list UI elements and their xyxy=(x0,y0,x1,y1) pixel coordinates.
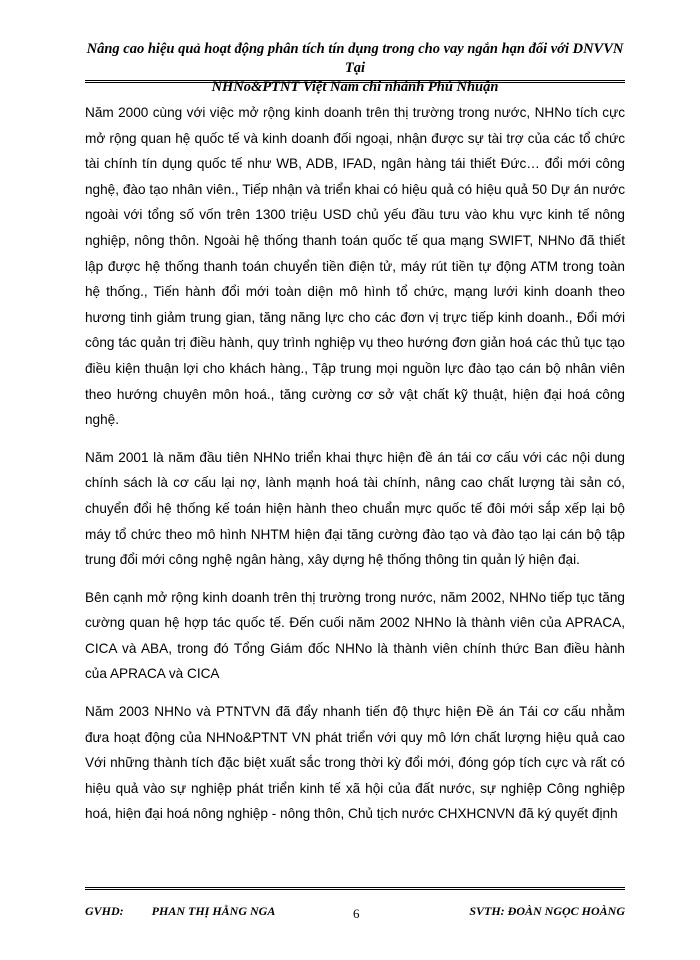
advisor xyxy=(85,904,275,919)
advisor-name: PHAN THỊ HẰNG NGA xyxy=(151,904,276,918)
advisor-label: GVHD: xyxy=(85,904,124,918)
page-header xyxy=(85,40,625,97)
page-footer xyxy=(85,904,625,922)
footer-rule xyxy=(85,887,625,890)
header-rule xyxy=(85,80,625,83)
paragraph-3: Bên cạnh mở rộng kinh doanh trên thị trường trong nước, năm 2002, NHNo tiếp tục tăng cường quan hệ hợp tác quốc tế. Đến cuối năm 2002 NHNo là thành viên của APRACA, CICA và ABA, trong đó Tổng Giám đốc NHNo là thành viên chính thức Ban điều hành của APRACA và CICA xyxy=(85,589,625,682)
body-text xyxy=(85,100,625,839)
paragraph-4: Năm 2003 NHNo và PTNTVN đã đẩy nhanh tiến độ thực hiện Đề án Tái cơ cấu nhằm đưa hoạt động của NHNo&PTNT VN phát triển với quy mô lớn chất lượng hiệu quả cao Với những thành tích đặc biệt xuất sắc trong thời kỳ đổi mới, đóng góp tích cực và rất có hiệu quả vào sự nghiệp phát triển kinh tế xã hội của đất nước, sự nghiệp Công nghiệp hoá, hiện đại hoá nông nghiệp - nông thôn, Chủ tịch nước CHXHCNVN đã ký quyết định xyxy=(85,704,625,822)
page-number: 6 xyxy=(353,906,360,921)
student: SVTH: ĐOÀN NGỌC HOÀNG xyxy=(469,904,625,918)
paragraph-2: Năm 2001 là năm đầu tiên NHNo triển khai thực hiện đề án tái cơ cấu với các nội dung chính sách là cơ cấu lại nợ, lành mạnh hoá tài chính, nâng cao chất lượng tài sản có, chuyển đổi hệ thống kế toán hiện hành theo chuẩn mực quốc tế đôi mới sắp xếp lại bộ máy tổ chức theo mô hình NHTM hiện đại tăng cường đào tạo và đào tạo lại cán bộ tập trung đổi mới công nghệ ngân hàng, xây dựng hệ thống thông tin quản lý hiện đại. xyxy=(85,449,625,568)
header-line-2: NHNo&PTNT Việt Nam chi nhánh Phú Nhuận xyxy=(211,79,499,95)
paragraph-1: Năm 2000 cùng với việc mở rộng kinh doanh trên thị trường trong nước, NHNo tích cực mở rộng quan hệ quốc tế và kinh doanh đối ngoại, nhận được sự tài trợ của các tổ chức tài chính tín dụng quốc tế như WB, ADB, IFAD, ngân hàng tái thiết Đức… đổi mới công nghệ, đào tạo nhân viên., Tiếp nhận và triển khai có hiệu quả có hiệu quả 50 Dự án nước ngoài với tổng số vốn trên 1300 triệu USD chủ yếu đầu tưu vào khu vực kinh tế nông nghiệp, nông thôn. Ngoài hệ thống thanh toán quốc tế qua mạng SWIFT, NHNo đã thiết lập được hệ thống thanh toán chuyển tiền điện tử, máy rút tiền tự động ATM trong toàn hệ thống., Tiến hành đổi mới toàn diện mô hình tổ chức, mạng lưới kinh doanh theo hương tinh giảm trung gian, tăng năng lực cho các đơn vị trực tiếp kinh doanh., Đổi mới công tác quản trị điều hành, quy trình nghiệp vụ theo hướng đơn giản hoá các thủ tục tạo điều kiện thuận lợi cho khách hàng., Tập trung mọi nguồn lực đào tạo cán bộ nhân viên theo hướng chuyên môn hoá., tăng cường cơ sở vật chất kỹ thuật, hiện đại hoá công nghệ. xyxy=(85,105,625,428)
header-line-1: Nâng cao hiệu quả hoạt động phân tích tín dụng trong cho vay ngắn hạn đối với DNVVN Tại xyxy=(86,41,624,76)
